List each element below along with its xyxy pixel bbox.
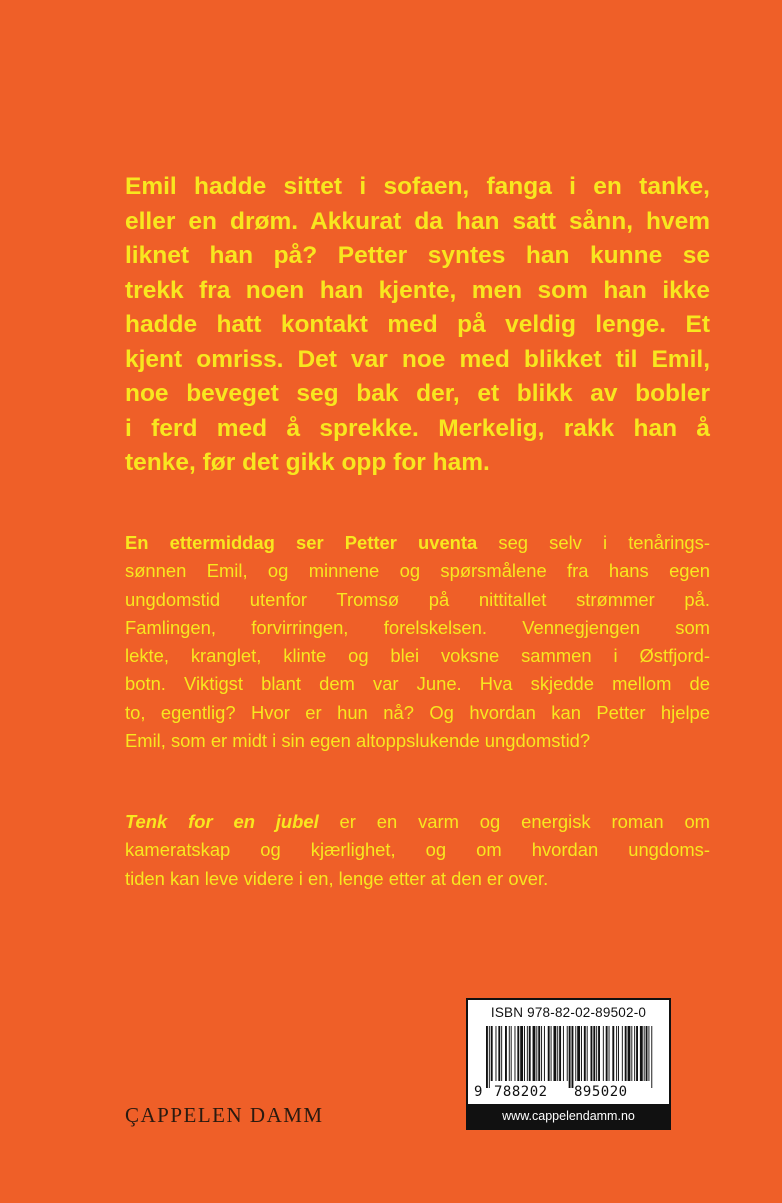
synopsis-line: ungdomstid utenfor Tromsø på nittitallet strømmer på.: [125, 588, 710, 610]
isbn-barcode: [466, 998, 671, 1130]
summary-line: kameratskap og kjærlighet, og om hvordan ungdoms-: [125, 839, 710, 861]
quote-line: hadde hatt kontakt med på veldig lenge. Et: [125, 311, 710, 338]
synopsis-line: Famlingen, forvirringen, forelskelsen. Vennegjengen som: [125, 616, 710, 638]
barcode-digits-right: 895020: [574, 1084, 628, 1100]
isbn-label: ISBN 978-82-02-89502-0: [490, 1005, 647, 1020]
barcode-digits-left: 788202: [494, 1084, 548, 1100]
quote-line: i ferd med å sprekke. Merkelig, rakk han å: [125, 414, 710, 442]
book-title: Tenk for en jubel: [125, 811, 319, 832]
summary-line: [125, 808, 710, 836]
barcode-digit-first: 9: [474, 1084, 483, 1100]
summary-line: tiden kan leve videre i en, lenge etter at den er over.: [125, 867, 549, 889]
back-cover-quote: [125, 170, 710, 481]
publisher-url: www.cappelendamm.no: [468, 1104, 669, 1128]
quote-line: kjent omriss. Det var noe med blikket til Emil,: [125, 345, 710, 373]
quote-line: noe beveget seg bak der, et blikk av bobler: [125, 380, 710, 407]
quote-line: Emil hadde sittet i sofaen, fanga i en tanke,: [125, 173, 710, 200]
quote-line: liknet han på? Petter syntes han kunne se: [125, 242, 710, 269]
barcode-bars: [486, 1026, 656, 1088]
synopsis-line: to, egentlig? Hvor er hun nå? Og hvordan kan Petter hjelpe: [125, 701, 710, 723]
synopsis-line: sønnen Emil, og minnene og spørsmålene fra hans egen: [125, 560, 710, 582]
publisher-logo: ÇAPPELEN DAMM: [125, 1103, 324, 1127]
synopsis-line: [125, 529, 710, 557]
synopsis-line-rest: seg selv i tenårings-: [477, 532, 710, 553]
synopsis-lead: En ettermiddag ser Petter uventa: [125, 532, 478, 553]
summary-paragraph: [125, 808, 710, 893]
synopsis-line: Emil, som er midt i sin egen altoppslukende ungdomstid?: [125, 730, 591, 752]
quote-line: tenke, før det gikk opp for ham.: [125, 449, 490, 476]
synopsis-line: botn. Viktigst blant dem var June. Hva skjedde mellom de: [125, 673, 710, 695]
quote-line: eller en drøm. Akkurat da han satt sånn, hvem: [125, 207, 710, 235]
synopsis-line: lekte, kranglet, klinte og blei voksne sammen i Østfjord-: [125, 645, 710, 667]
quote-line: trekk fra noen han kjente, men som han ikke: [125, 276, 710, 304]
summary-line-rest: er en varm og energisk roman om: [318, 811, 710, 832]
synopsis-paragraph: [125, 529, 710, 755]
